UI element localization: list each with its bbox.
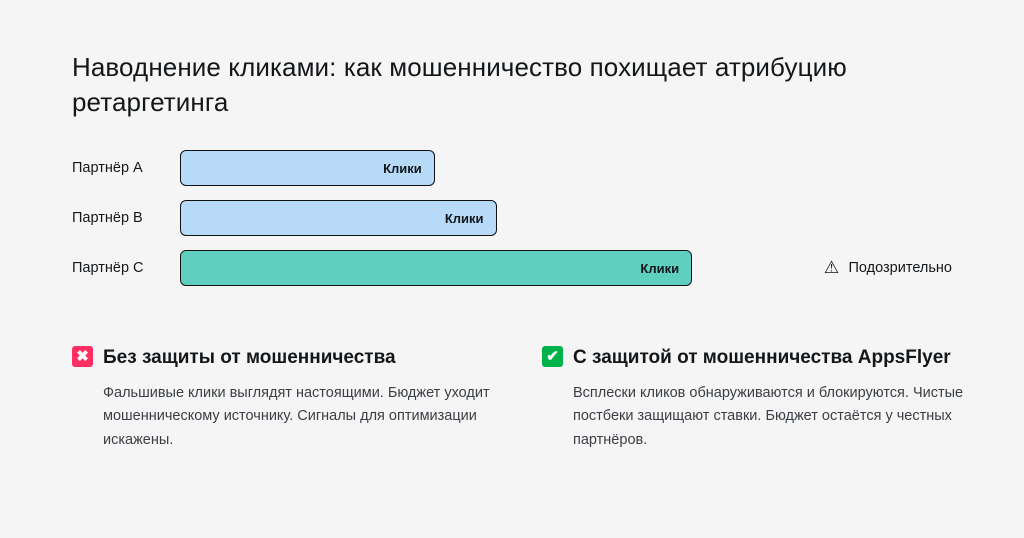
bar-partner-b [180,200,497,236]
column-header [72,344,510,372]
bar-category-label: Партнёр C [72,260,144,277]
suspicious-annotation [823,259,953,277]
bar-row [72,150,952,186]
column-without-protection [72,344,510,452]
bar-track [180,250,805,286]
bar-track [180,200,952,236]
suspicious-label: Подозрительно [848,260,952,277]
bar-track [180,150,952,186]
bar-row [72,250,952,286]
column-body-text: Фальшивые клики выглядят настоящими. Бюджет уходит мошенническому источнику. Сигналы для оптимизации искажены. [103,384,490,448]
bar-category-label: Партнёр B [72,210,143,227]
column-with-protection [542,344,980,452]
page-title: Наводнение кликами: как мошенничество похищает атрибуцию ретаргетинга [72,52,847,118]
column-title: Без защиты от мошенничества [103,347,396,369]
bar-value-label: Клики [640,260,680,276]
bar-category-label: Партнёр A [72,160,143,177]
bar-value-label: Клики [383,160,422,176]
clicks-bar-chart [72,150,952,286]
warning-triangle-icon: ⚠ [823,258,840,278]
check-mark-icon: ✔ [542,346,563,367]
bar-value-label: Клики [444,210,484,226]
column-title: С защитой от мошенничества AppsFlyer [573,347,951,369]
cross-mark-icon: ✖ [72,346,93,367]
bar-partner-a [180,150,435,186]
bar-row [72,200,952,236]
bar-partner-c [180,250,692,286]
comparison-section [72,344,964,452]
column-body-text: Всплески кликов обнаруживаются и блокируются. Чистые постбеки защищают ставки. Бюджет остаётся у честных партнёров. [573,384,964,448]
column-header [542,344,980,372]
